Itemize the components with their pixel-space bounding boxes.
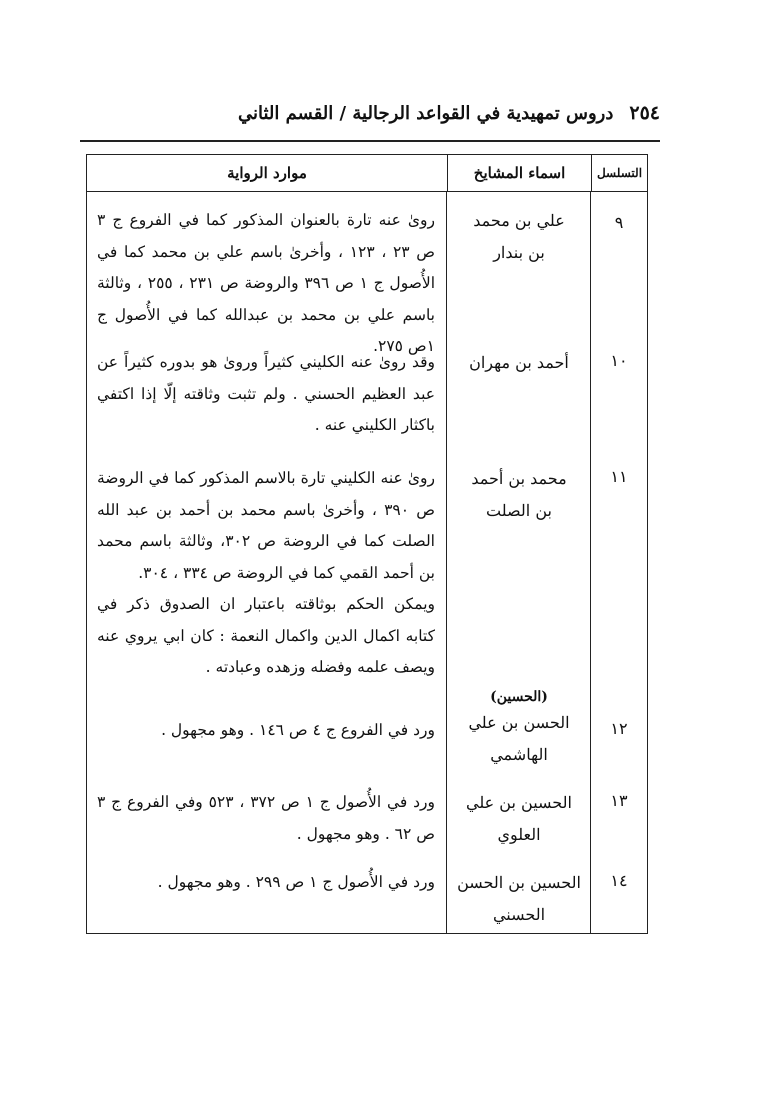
row-sequence: ١٢: [610, 719, 628, 738]
sheikh-name-line: العلوي: [497, 825, 541, 844]
narration-source: ورد في الأُصول ج ١ ص ٢٩٩ . وهو مجهول .: [157, 873, 435, 891]
header-rule: [80, 140, 660, 142]
narration-paragraph: ويمكن الحكم بوثاقته باعتبار ان الصدوق ذكر في كتابه اكمال الدين واكمال النعمة : كان ابي يروي عنه ويصف علمه وفضله وزهده وعبادته .: [97, 595, 435, 676]
sheikh-name: [449, 205, 589, 269]
sheikh-name: [449, 687, 589, 771]
sheikh-name: [449, 463, 589, 527]
sheikh-name-variant: (الحسين): [490, 689, 548, 705]
row-sequence: ١٠: [610, 351, 628, 370]
column-header-names: اسماء المشايخ: [447, 155, 591, 191]
narration-source: ورد في الأُصول ج ١ ص ٣٧٢ ، ٥٢٣ وفي الفروع ج ٣ ص ٦٢ . وهو مجهول .: [97, 793, 436, 843]
page-header: [80, 96, 660, 130]
row-sequence: ١٣: [610, 791, 628, 810]
row-sequence: ٩: [614, 213, 624, 232]
column-divider: [590, 191, 591, 933]
row-sequence: ١١: [610, 467, 628, 486]
column-divider: [446, 191, 447, 933]
row-sequence: ١٤: [610, 871, 628, 890]
page-number: ٢٥٤: [629, 102, 660, 124]
sheikh-name-line: الحسن بن علي: [468, 713, 570, 732]
narration-source: ورد في الفروع ج ٤ ص ١٤٦ . وهو مجهول .: [161, 721, 435, 739]
narration-source: وقد رویٰ عنه الكليني كثيراً ورویٰ هو بدوره كثيراً عن عبد العظيم الحسني . ولم تثبت وثاقته إلّا إذا اكتفي باكثار الكليني عنه .: [97, 353, 435, 434]
sheikh-name-line: أحمد بن مهران: [469, 353, 569, 372]
sheikh-name-line: محمد بن أحمد: [471, 469, 567, 488]
column-header-sources: موارد الرواية: [227, 164, 307, 182]
narration-paragraph: رویٰ عنه الكليني تارة بالاسم المذكور كما في الروضة ص ٣٩٠ ، وأخرىٰ باسم محمد بن أحمد بن عبد الله الصلت كما في الروضة ص ٣٠٢، وثالثة باسم محمد بن أحمد القمي كما في الروضة ص ٣٣٤ ، ٣٠٤.: [97, 469, 436, 582]
column-header-sequence: التسلسل: [591, 155, 647, 191]
sheikh-name-line: علي بن محمد: [473, 211, 565, 230]
sheikh-name-line: بن بندار: [493, 243, 545, 262]
sheikh-name: [449, 867, 589, 931]
sheikh-name-line: الحسني: [492, 905, 546, 924]
sheikh-name-line: الحسين بن علي: [466, 793, 572, 812]
sheikh-name-line: بن الصلت: [486, 501, 552, 520]
sheikh-name: [449, 787, 589, 851]
table-header-row: [87, 155, 647, 192]
narration-source: [97, 463, 435, 684]
sheikh-name-line: الحسين بن الحسن: [457, 873, 581, 892]
running-title: دروس تمهيدية في القواعد الرجالية / القسم الثاني: [237, 102, 614, 124]
sheikh-name-line: الهاشمي: [490, 745, 548, 764]
narrators-table: [86, 154, 648, 934]
sheikh-name: [449, 347, 589, 379]
narration-source: رویٰ عنه تارة بالعنوان المذكور كما في الفروع ج ٣ ص ٢٣ ، ١٢٣ ، وأخرىٰ باسم علي بن محمد كما في الأُصول ج ١ ص ٣٩٦ والروضة ص ٢٣١ ، ٢٥٥ ، وثالثة باسم علي بن محمد بن عبدالله كما في الأُصول ج ١ص ٢٧٥.: [97, 211, 436, 355]
